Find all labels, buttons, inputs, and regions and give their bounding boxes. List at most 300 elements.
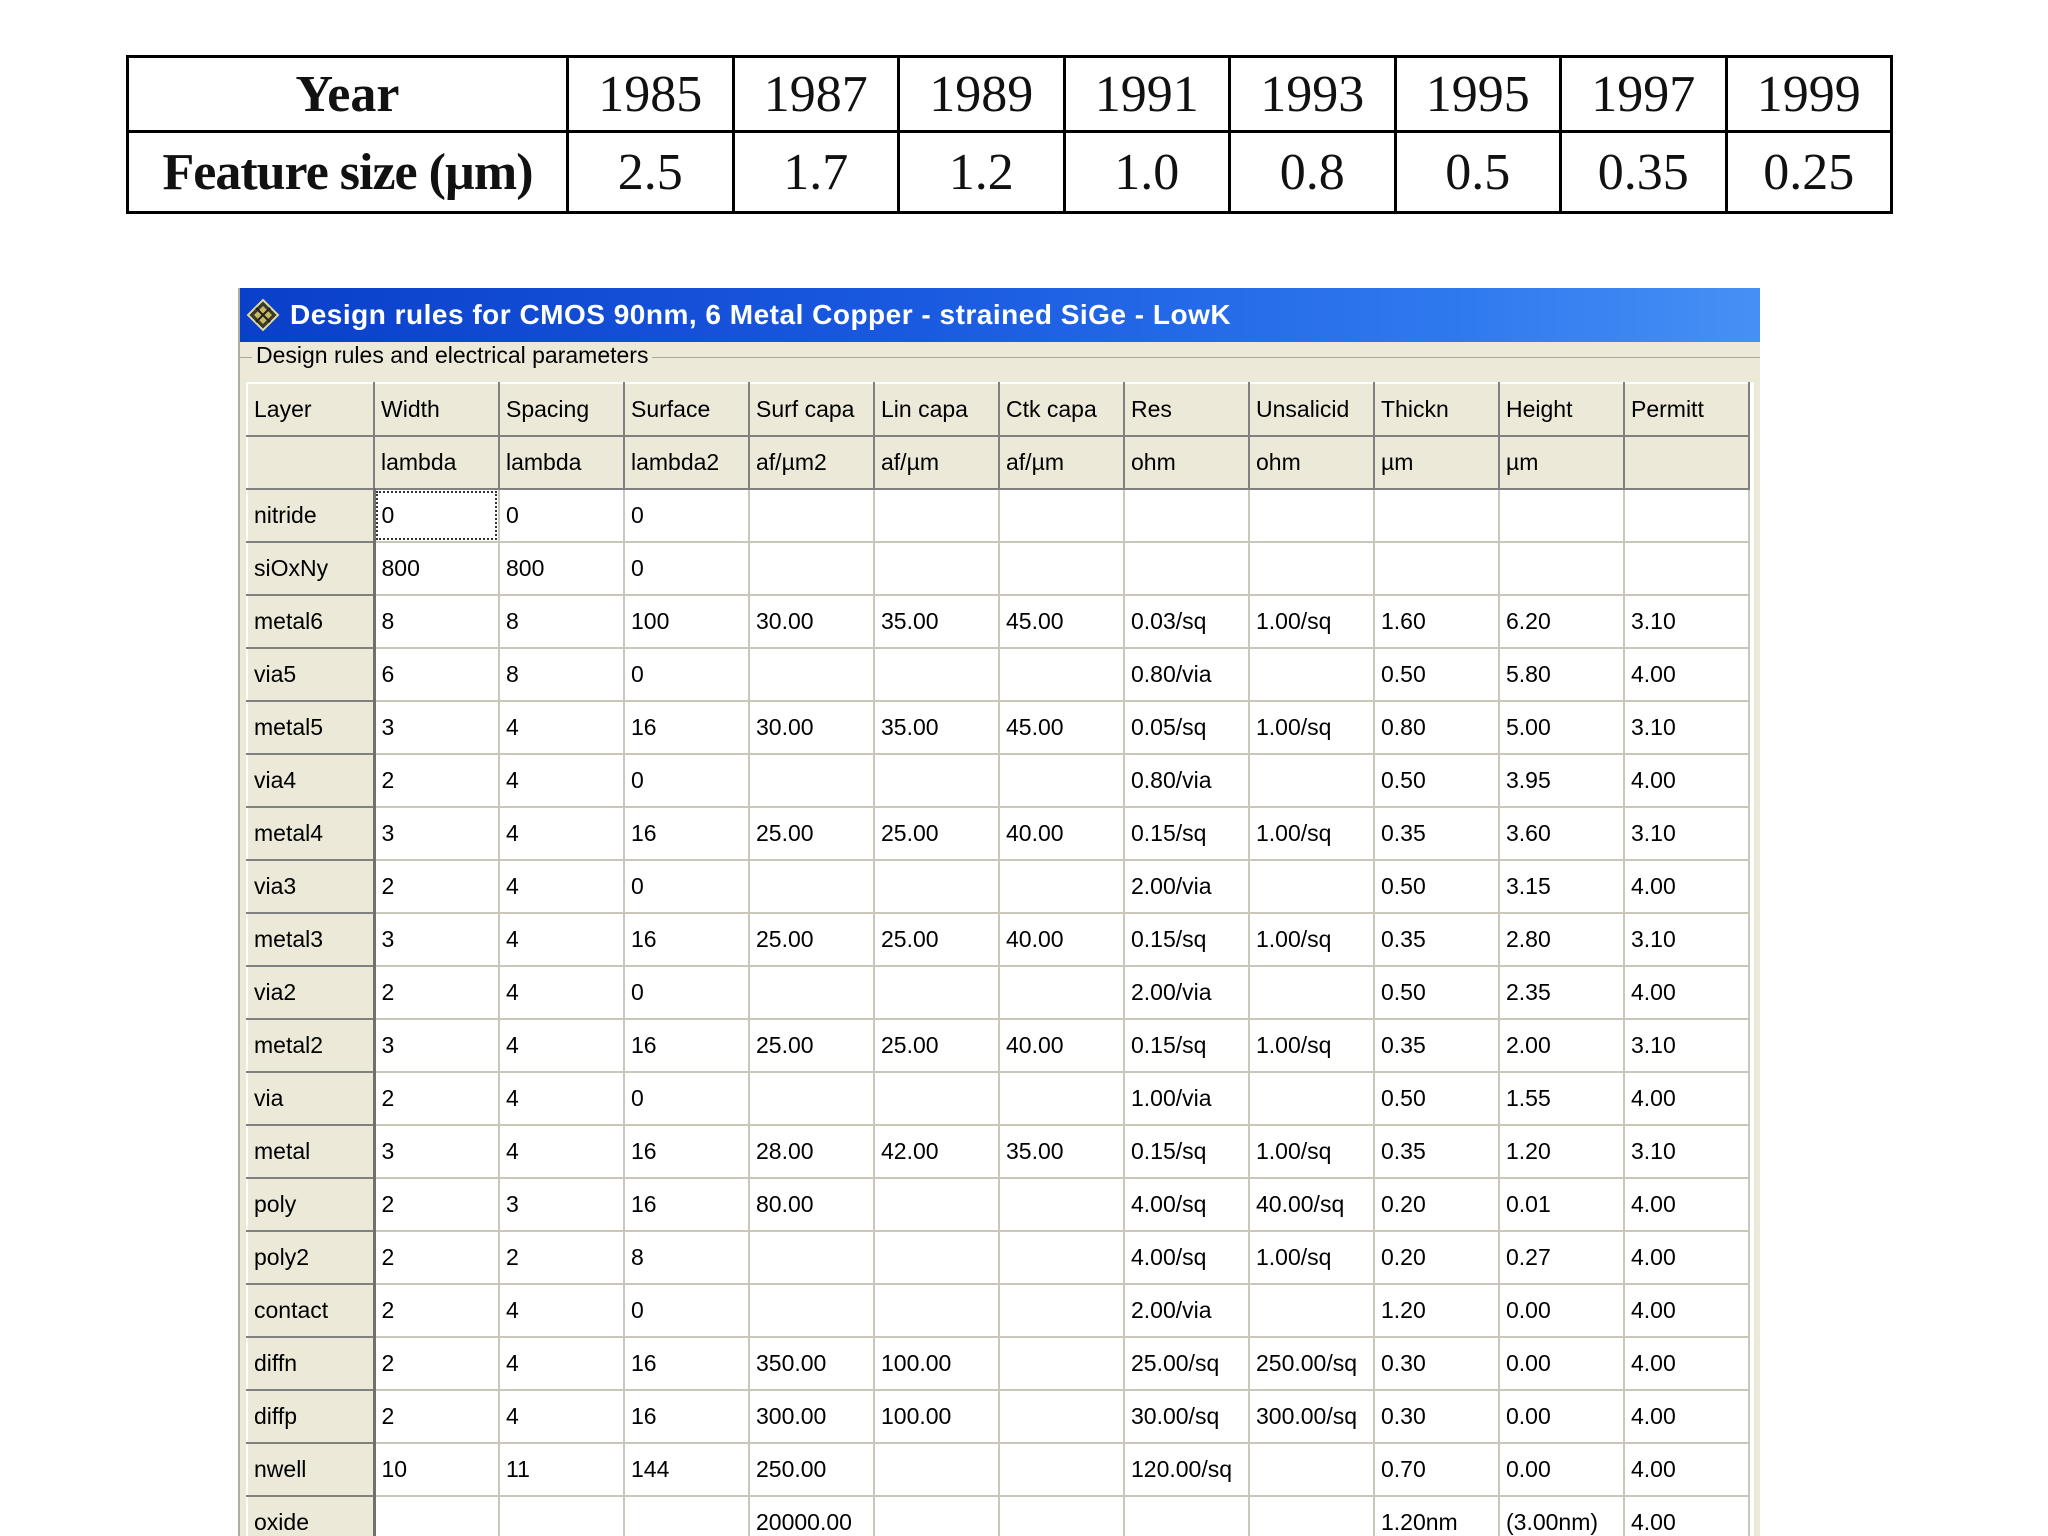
grid-cell[interactable]: 3.10 xyxy=(1624,913,1749,966)
column-header-cell[interactable]: ohm xyxy=(1124,436,1249,489)
grid-cell[interactable] xyxy=(749,754,874,807)
row-header-cell[interactable]: siOxNy xyxy=(247,542,374,595)
grid-cell[interactable]: 35.00 xyxy=(874,595,999,648)
grid-cell[interactable]: 0.35 xyxy=(1374,1125,1499,1178)
grid-cell[interactable]: 4.00/sq xyxy=(1124,1231,1249,1284)
grid-cell[interactable]: 350.00 xyxy=(749,1337,874,1390)
grid-cell[interactable]: 0.80/via xyxy=(1124,648,1249,701)
row-header-cell[interactable]: via3 xyxy=(247,860,374,913)
grid-cell[interactable] xyxy=(1249,860,1374,913)
column-header-cell[interactable]: Permitt xyxy=(1624,383,1749,436)
grid-cell[interactable]: 0.30 xyxy=(1374,1390,1499,1443)
grid-cell[interactable] xyxy=(749,1231,874,1284)
column-header-cell[interactable]: µm xyxy=(1499,436,1624,489)
grid-cell[interactable]: 45.00 xyxy=(999,701,1124,754)
year-cell: 1985 xyxy=(568,57,734,132)
grid-cell[interactable]: 40.00/sq xyxy=(1249,1178,1374,1231)
grid-cell[interactable] xyxy=(1624,489,1749,542)
grid-cell[interactable] xyxy=(749,1072,874,1125)
grid-cell[interactable] xyxy=(874,1284,999,1337)
grid-cell[interactable]: 3.10 xyxy=(1624,701,1749,754)
table-row xyxy=(247,1390,1749,1443)
grid-cell[interactable] xyxy=(1374,489,1499,542)
grid-cell[interactable] xyxy=(999,1284,1124,1337)
row-header-cell[interactable]: poly2 xyxy=(247,1231,374,1284)
grid-cell[interactable]: 0.27 xyxy=(1499,1231,1624,1284)
grid-cell[interactable] xyxy=(499,1496,624,1536)
column-header-cell[interactable]: lambda2 xyxy=(624,436,749,489)
grid-cell[interactable] xyxy=(1249,542,1374,595)
grid-cell[interactable] xyxy=(1249,1443,1374,1496)
column-header-row xyxy=(247,383,1749,436)
grid-cell[interactable]: 6 xyxy=(374,648,499,701)
grid-cell[interactable]: 3.15 xyxy=(1499,860,1624,913)
column-header-cell[interactable]: Thickn xyxy=(1374,383,1499,436)
grid-cell[interactable]: 0.35 xyxy=(1374,807,1499,860)
grid-cell[interactable]: 2 xyxy=(374,1284,499,1337)
grid-cell[interactable]: 30.00 xyxy=(749,595,874,648)
feature-size-table xyxy=(126,55,1893,214)
grid-cell[interactable]: (3.00nm) xyxy=(1499,1496,1624,1536)
grid-cell[interactable]: 0.35 xyxy=(1374,1019,1499,1072)
table-row xyxy=(247,1019,1749,1072)
grid-cell[interactable]: 0 xyxy=(624,489,749,542)
grid-cell[interactable] xyxy=(1499,542,1624,595)
grid-cell[interactable]: 4.00 xyxy=(1624,648,1749,701)
grid-cell[interactable]: 16 xyxy=(624,1178,749,1231)
row-header-cell[interactable]: contact xyxy=(247,1284,374,1337)
column-header-cell[interactable]: ohm xyxy=(1249,436,1374,489)
column-header-cell[interactable]: Spacing xyxy=(499,383,624,436)
year-cell: 1993 xyxy=(1230,57,1396,132)
grid-cell[interactable]: 8 xyxy=(499,648,624,701)
grid-cell[interactable]: 0.15/sq xyxy=(1124,1019,1249,1072)
grid-cell[interactable] xyxy=(624,1496,749,1536)
table-row xyxy=(247,913,1749,966)
grid-cell[interactable] xyxy=(1249,1496,1374,1536)
grid-cell[interactable]: 1.55 xyxy=(1499,1072,1624,1125)
grid-cell[interactable]: 2 xyxy=(374,1337,499,1390)
column-header-cell[interactable]: Layer xyxy=(247,383,374,436)
grid-cell[interactable]: 250.00/sq xyxy=(1249,1337,1374,1390)
table-row xyxy=(247,1072,1749,1125)
grid-cell[interactable] xyxy=(874,1072,999,1125)
grid-cell[interactable]: 2.00/via xyxy=(1124,1284,1249,1337)
feature-size-cell: 0.35 xyxy=(1561,132,1727,213)
grid-cell[interactable]: 1.20 xyxy=(1374,1284,1499,1337)
grid-cell[interactable]: 3.60 xyxy=(1499,807,1624,860)
grid-cell[interactable] xyxy=(749,542,874,595)
grid-cell[interactable] xyxy=(874,1496,999,1536)
grid-cell[interactable]: 1.20 xyxy=(1499,1125,1624,1178)
rules-grid xyxy=(246,382,1750,1536)
grid-cell[interactable]: 4 xyxy=(499,966,624,1019)
year-cell: 1995 xyxy=(1395,57,1561,132)
table-row xyxy=(247,807,1749,860)
grid-cell[interactable]: 3 xyxy=(374,913,499,966)
grid-cell[interactable]: 35.00 xyxy=(874,701,999,754)
grid-cell[interactable]: 4.00 xyxy=(1624,1337,1749,1390)
grid-cell[interactable]: 45.00 xyxy=(999,595,1124,648)
grid-cell[interactable] xyxy=(1124,542,1249,595)
grid-cell[interactable]: 25.00 xyxy=(749,807,874,860)
column-header-cell[interactable]: Width xyxy=(374,383,499,436)
grid-cell[interactable]: 4 xyxy=(499,1125,624,1178)
grid-cell[interactable]: 35.00 xyxy=(999,1125,1124,1178)
grid-cell[interactable]: 1.00/sq xyxy=(1249,1019,1374,1072)
grid-cell[interactable]: 2.35 xyxy=(1499,966,1624,1019)
grid-cell[interactable]: 0 xyxy=(374,489,499,542)
grid-cell[interactable] xyxy=(1249,754,1374,807)
column-header-cell[interactable]: Height xyxy=(1499,383,1624,436)
grid-cell[interactable]: 16 xyxy=(624,1390,749,1443)
grid-cell[interactable]: 3 xyxy=(374,807,499,860)
row-header-cell[interactable]: metal3 xyxy=(247,913,374,966)
grid-cell[interactable]: 40.00 xyxy=(999,807,1124,860)
row-header-cell[interactable]: nitride xyxy=(247,489,374,542)
grid-cell[interactable]: 100.00 xyxy=(874,1390,999,1443)
grid-cell[interactable]: 120.00/sq xyxy=(1124,1443,1249,1496)
grid-cell[interactable]: 1.00/sq xyxy=(1249,913,1374,966)
grid-cell[interactable] xyxy=(874,1443,999,1496)
grid-cell[interactable]: 42.00 xyxy=(874,1125,999,1178)
grid-cell[interactable] xyxy=(874,542,999,595)
grid-cell[interactable]: 3 xyxy=(374,1125,499,1178)
grid-cell[interactable]: 0 xyxy=(624,1072,749,1125)
grid-cell[interactable]: 1.00/sq xyxy=(1249,807,1374,860)
grid-cell[interactable]: 4 xyxy=(499,913,624,966)
grid-cell[interactable] xyxy=(999,1443,1124,1496)
grid-cell[interactable] xyxy=(999,1178,1124,1231)
grid-cell[interactable]: 0.80 xyxy=(1374,701,1499,754)
grid-cell[interactable]: 0.30 xyxy=(1374,1337,1499,1390)
column-header-cell[interactable]: af/µm xyxy=(999,436,1124,489)
grid-cell[interactable] xyxy=(999,860,1124,913)
grid-cell[interactable]: 1.00/via xyxy=(1124,1072,1249,1125)
grid-cell[interactable]: 25.00 xyxy=(874,1019,999,1072)
grid-cell[interactable]: 2 xyxy=(374,966,499,1019)
grid-cell[interactable]: 4 xyxy=(499,1337,624,1390)
grid-cell[interactable]: 0.20 xyxy=(1374,1178,1499,1231)
grid-cell[interactable] xyxy=(1249,489,1374,542)
grid-cell[interactable]: 0 xyxy=(624,542,749,595)
grid-cell[interactable]: 0.50 xyxy=(1374,966,1499,1019)
column-header-cell[interactable]: lambda xyxy=(374,436,499,489)
year-cell: 1987 xyxy=(733,57,899,132)
grid-cell[interactable]: 5.00 xyxy=(1499,701,1624,754)
grid-cell[interactable]: 4 xyxy=(499,1072,624,1125)
grid-cell[interactable]: 16 xyxy=(624,807,749,860)
grid-cell[interactable]: 100.00 xyxy=(874,1337,999,1390)
grid-cell[interactable]: 2 xyxy=(374,754,499,807)
year-label: Year xyxy=(128,57,568,132)
grid-cell[interactable]: 800 xyxy=(499,542,624,595)
grid-cell[interactable]: 80.00 xyxy=(749,1178,874,1231)
column-header-cell[interactable]: af/µm xyxy=(874,436,999,489)
grid-cell[interactable]: 1.00/sq xyxy=(1249,595,1374,648)
grid-cell[interactable]: 10 xyxy=(374,1443,499,1496)
column-header-cell[interactable] xyxy=(247,436,374,489)
grid-cell[interactable]: 5.80 xyxy=(1499,648,1624,701)
grid-cell[interactable]: 2 xyxy=(374,1072,499,1125)
grid-cell[interactable]: 20000.00 xyxy=(749,1496,874,1536)
grid-cell[interactable]: 25.00/sq xyxy=(1124,1337,1249,1390)
grid-cell[interactable]: 2 xyxy=(374,1390,499,1443)
row-header-cell[interactable]: oxide xyxy=(247,1496,374,1536)
grid-cell[interactable]: 0.00 xyxy=(1499,1443,1624,1496)
grid-cell[interactable] xyxy=(874,1178,999,1231)
grid-cell[interactable]: 250.00 xyxy=(749,1443,874,1496)
grid-cell[interactable] xyxy=(749,966,874,1019)
grid-cell[interactable] xyxy=(999,1231,1124,1284)
grid-cell[interactable]: 4 xyxy=(499,701,624,754)
grid-cell[interactable]: 11 xyxy=(499,1443,624,1496)
grid-cell[interactable] xyxy=(999,966,1124,1019)
grid-cell[interactable] xyxy=(1249,648,1374,701)
grid-cell[interactable] xyxy=(749,1284,874,1337)
year-cell: 1989 xyxy=(899,57,1065,132)
row-header-cell[interactable]: metal xyxy=(247,1125,374,1178)
year-cell: 1997 xyxy=(1561,57,1727,132)
grid-cell[interactable] xyxy=(999,1390,1124,1443)
grid-cell[interactable]: 40.00 xyxy=(999,1019,1124,1072)
grid-cell[interactable]: 0.00 xyxy=(1499,1390,1624,1443)
grid-cell[interactable]: 0.00 xyxy=(1499,1337,1624,1390)
grid-cell[interactable]: 2 xyxy=(374,1231,499,1284)
table-row xyxy=(247,1496,1749,1536)
grid-cell[interactable] xyxy=(749,648,874,701)
title-bar[interactable] xyxy=(240,288,1760,342)
grid-cell[interactable]: 40.00 xyxy=(999,913,1124,966)
row-header-cell[interactable]: metal4 xyxy=(247,807,374,860)
grid-cell[interactable] xyxy=(874,648,999,701)
grid-cell[interactable]: 0 xyxy=(624,648,749,701)
grid-cell[interactable] xyxy=(999,1496,1124,1536)
grid-cell[interactable] xyxy=(374,1496,499,1536)
row-header-cell[interactable]: via2 xyxy=(247,966,374,1019)
column-header-cell[interactable]: Surface xyxy=(624,383,749,436)
row-header-cell[interactable]: diffp xyxy=(247,1390,374,1443)
grid-cell[interactable]: 16 xyxy=(624,1125,749,1178)
grid-cell[interactable]: 4.00 xyxy=(1624,966,1749,1019)
grid-cell[interactable]: 25.00 xyxy=(874,913,999,966)
grid-cell[interactable]: 3.10 xyxy=(1624,807,1749,860)
grid-cell[interactable]: 1.00/sq xyxy=(1249,1231,1374,1284)
feature-size-row xyxy=(128,132,1892,213)
grid-cell[interactable]: 25.00 xyxy=(749,1019,874,1072)
grid-cell[interactable]: 0.15/sq xyxy=(1124,1125,1249,1178)
grid-cell[interactable]: 0.50 xyxy=(1374,860,1499,913)
grid-cell[interactable]: 30.00 xyxy=(749,701,874,754)
grid-cell[interactable]: 0 xyxy=(624,1284,749,1337)
grid-cell[interactable]: 3.95 xyxy=(1499,754,1624,807)
column-header-cell[interactable]: µm xyxy=(1374,436,1499,489)
feature-size-cell: 1.7 xyxy=(733,132,899,213)
grid-cell[interactable]: 16 xyxy=(624,1337,749,1390)
window-title: Design rules for CMOS 90nm, 6 Metal Copper - strained SiGe - LowK xyxy=(290,299,1232,330)
grid-cell[interactable]: 3.10 xyxy=(1624,1125,1749,1178)
grid-cell[interactable] xyxy=(1124,1496,1249,1536)
table-row xyxy=(247,754,1749,807)
grid-cell[interactable]: 4.00 xyxy=(1624,1178,1749,1231)
column-header-cell[interactable]: Ctk capa xyxy=(999,383,1124,436)
grid-cell[interactable]: 2.80 xyxy=(1499,913,1624,966)
grid-cell[interactable]: 0.70 xyxy=(1374,1443,1499,1496)
grid-cell[interactable]: 4.00 xyxy=(1624,1284,1749,1337)
grid-cell[interactable]: 800 xyxy=(374,542,499,595)
grid-cell[interactable]: 300.00 xyxy=(749,1390,874,1443)
row-header-cell[interactable]: metal2 xyxy=(247,1019,374,1072)
feature-size-cell: 1.2 xyxy=(899,132,1065,213)
grid-cell[interactable]: 4.00 xyxy=(1624,1390,1749,1443)
grid-cell[interactable]: 16 xyxy=(624,913,749,966)
grid-cell[interactable] xyxy=(874,489,999,542)
grid-cell[interactable]: 4.00 xyxy=(1624,1443,1749,1496)
row-header-cell[interactable]: diffn xyxy=(247,1337,374,1390)
table-row xyxy=(247,1231,1749,1284)
grid-cell[interactable] xyxy=(874,860,999,913)
grid-cell[interactable]: 3 xyxy=(374,701,499,754)
grid-cell[interactable]: 0 xyxy=(624,966,749,1019)
grid-cell[interactable]: 2 xyxy=(374,860,499,913)
row-header-cell[interactable]: metal6 xyxy=(247,595,374,648)
grid-cell[interactable]: 300.00/sq xyxy=(1249,1390,1374,1443)
grid-cell[interactable]: 3 xyxy=(499,1178,624,1231)
grid-cell[interactable]: 0.35 xyxy=(1374,913,1499,966)
grid-cell[interactable]: 4 xyxy=(499,1019,624,1072)
grid-cell[interactable] xyxy=(1499,489,1624,542)
grid-cell[interactable]: 0 xyxy=(499,489,624,542)
grid-cell[interactable]: 4.00 xyxy=(1624,860,1749,913)
row-header-cell[interactable]: via xyxy=(247,1072,374,1125)
grid-cell[interactable] xyxy=(749,860,874,913)
grid-cell[interactable]: 3.10 xyxy=(1624,595,1749,648)
grid-cell[interactable]: 4 xyxy=(499,807,624,860)
grid-cell[interactable]: 4 xyxy=(499,1390,624,1443)
grid-cell[interactable]: 0.15/sq xyxy=(1124,913,1249,966)
grid-cell[interactable]: 144 xyxy=(624,1443,749,1496)
column-header-cell[interactable] xyxy=(1624,436,1749,489)
row-header-cell[interactable]: poly xyxy=(247,1178,374,1231)
grid-cell[interactable]: 2.00/via xyxy=(1124,966,1249,1019)
grid-cell[interactable]: 0.50 xyxy=(1374,1072,1499,1125)
grid-cell[interactable] xyxy=(874,1231,999,1284)
grid-cell[interactable]: 2 xyxy=(374,1178,499,1231)
grid-cell[interactable]: 4 xyxy=(499,1284,624,1337)
grid-cell[interactable]: 16 xyxy=(624,701,749,754)
column-header-cell[interactable]: af/µm2 xyxy=(749,436,874,489)
grid-cell[interactable]: 0.05/sq xyxy=(1124,701,1249,754)
grid-cell[interactable] xyxy=(999,489,1124,542)
feature-size-cell: 2.5 xyxy=(568,132,734,213)
grid-cell[interactable] xyxy=(999,754,1124,807)
grid-cell[interactable] xyxy=(999,1072,1124,1125)
table-row xyxy=(247,542,1749,595)
grid-cell[interactable]: 100 xyxy=(624,595,749,648)
column-header-cell[interactable]: Res xyxy=(1124,383,1249,436)
grid-cell[interactable]: 0.01 xyxy=(1499,1178,1624,1231)
grid-cell[interactable]: 25.00 xyxy=(749,913,874,966)
grid-cell[interactable]: 1.20nm xyxy=(1374,1496,1499,1536)
grid-cell[interactable] xyxy=(1249,966,1374,1019)
chip-icon xyxy=(246,298,280,332)
year-row xyxy=(128,57,1892,132)
grid-cell[interactable] xyxy=(999,542,1124,595)
grid-cell[interactable]: 3.10 xyxy=(1624,1019,1749,1072)
grid-cell[interactable]: 4.00 xyxy=(1624,1072,1749,1125)
feature-size-label: Feature size (µm) xyxy=(128,132,568,213)
column-header-cell[interactable]: lambda xyxy=(499,436,624,489)
grid-cell[interactable]: 16 xyxy=(624,1019,749,1072)
grid-cell[interactable] xyxy=(874,754,999,807)
grid-cell[interactable]: 0.15/sq xyxy=(1124,807,1249,860)
grid-cell[interactable]: 2 xyxy=(499,1231,624,1284)
grid-cell[interactable] xyxy=(874,966,999,1019)
grid-cell[interactable]: 28.00 xyxy=(749,1125,874,1178)
grid-cell[interactable]: 0.80/via xyxy=(1124,754,1249,807)
year-cell: 1999 xyxy=(1726,57,1892,132)
table-row xyxy=(247,489,1749,542)
grid-cell[interactable] xyxy=(1624,542,1749,595)
grid-cell[interactable]: 2.00 xyxy=(1499,1019,1624,1072)
feature-size-cell: 0.8 xyxy=(1230,132,1396,213)
grid-cell[interactable]: 0.50 xyxy=(1374,754,1499,807)
row-header-cell[interactable]: metal5 xyxy=(247,701,374,754)
grid-cell[interactable]: 4.00 xyxy=(1624,754,1749,807)
grid-cell[interactable]: 0.50 xyxy=(1374,648,1499,701)
table-row xyxy=(247,860,1749,913)
grid-cell[interactable]: 1.60 xyxy=(1374,595,1499,648)
grid-cell[interactable] xyxy=(1374,542,1499,595)
grid-cell[interactable]: 0.00 xyxy=(1499,1284,1624,1337)
year-cell: 1991 xyxy=(1064,57,1230,132)
grid-cell[interactable] xyxy=(1249,1072,1374,1125)
column-header-cell[interactable]: Lin capa xyxy=(874,383,999,436)
grid-cell[interactable]: 1.00/sq xyxy=(1249,701,1374,754)
grid-cell[interactable]: 0 xyxy=(624,754,749,807)
grid-cell[interactable]: 4 xyxy=(499,754,624,807)
grid-cell[interactable]: 3 xyxy=(374,1019,499,1072)
grid-cell[interactable]: 1.00/sq xyxy=(1249,1125,1374,1178)
grid-cell[interactable]: 30.00/sq xyxy=(1124,1390,1249,1443)
feature-size-cell: 1.0 xyxy=(1064,132,1230,213)
grid-cell[interactable] xyxy=(999,648,1124,701)
grid-cell[interactable]: 4 xyxy=(499,860,624,913)
column-header-cell[interactable]: Unsalicid xyxy=(1249,383,1374,436)
grid-cell[interactable]: 25.00 xyxy=(874,807,999,860)
row-header-cell[interactable]: via4 xyxy=(247,754,374,807)
column-header-cell[interactable]: Surf capa xyxy=(749,383,874,436)
grid-cell[interactable]: 8 xyxy=(374,595,499,648)
grid-cell[interactable]: 4.00/sq xyxy=(1124,1178,1249,1231)
table-row xyxy=(247,1337,1749,1390)
grid-cell[interactable] xyxy=(1249,1284,1374,1337)
grid-cell[interactable]: 8 xyxy=(499,595,624,648)
grid-cell[interactable]: 0.03/sq xyxy=(1124,595,1249,648)
row-header-cell[interactable]: via5 xyxy=(247,648,374,701)
grid-cell[interactable]: 4.00 xyxy=(1624,1231,1749,1284)
row-header-cell[interactable]: nwell xyxy=(247,1443,374,1496)
grid-cell[interactable] xyxy=(1124,489,1249,542)
grid-cell[interactable]: 2.00/via xyxy=(1124,860,1249,913)
grid-cell[interactable] xyxy=(999,1337,1124,1390)
grid-cell[interactable]: 0 xyxy=(624,860,749,913)
grid-cell[interactable]: 8 xyxy=(624,1231,749,1284)
grid-cell[interactable]: 6.20 xyxy=(1499,595,1624,648)
grid-cell[interactable] xyxy=(749,489,874,542)
grid-cell[interactable]: 4.00 xyxy=(1624,1496,1749,1536)
grid-cell[interactable]: 0.20 xyxy=(1374,1231,1499,1284)
